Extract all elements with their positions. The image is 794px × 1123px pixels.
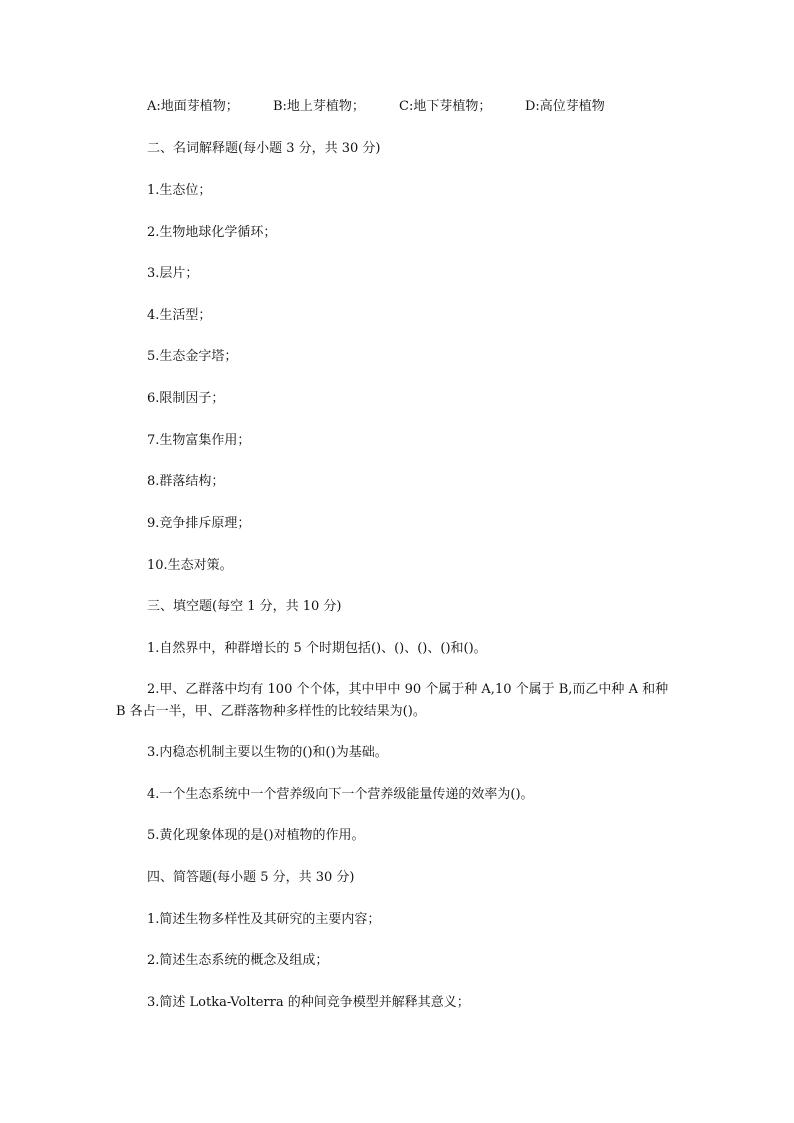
section-heading-fill-blank: 三、填空题(每空 1 分，共 10 分) [147, 599, 342, 614]
definition-item: 5.生态金字塔； [147, 349, 238, 364]
short-answer-item: 3.简述 Lotka-Volterra 的种间竞争模型并解释其意义； [147, 995, 470, 1010]
definition-item: 4.生活型； [147, 308, 212, 323]
option-a: A:地面芽植物； [147, 99, 239, 114]
fill-blank-item: 4.一个生态系统中一个营养级向下一个营养级能量传递的效率为()。 [147, 787, 534, 802]
short-answer-item: 2.简述生态系统的概念及组成； [147, 953, 329, 968]
section-heading-short-answer: 四、简答题(每小题 5 分，共 30 分) [147, 870, 355, 885]
definition-item: 10.生态对策。 [147, 558, 233, 573]
option-d: D:高位芽植物 [525, 99, 605, 114]
definition-item: 8.群落结构； [147, 474, 225, 489]
fill-blank-item: 5.黄化现象体现的是()对植物的作用。 [147, 828, 365, 843]
definition-item: 3.层片； [147, 266, 199, 281]
fill-blank-item: 2.甲、乙群落中均有 100 个个体，其中甲中 90 个属于种 A,10 个属于 B,而乙中种 A 和种 B 各占一半，甲、乙群落物种多样性的比较结果为()。 [116, 682, 669, 719]
definition-item: 1.生态位； [147, 183, 212, 198]
answer-options-row [147, 99, 627, 115]
fill-blank-item: 3.内稳态机制主要以生物的()和()为基础。 [147, 745, 388, 760]
option-b: B:地上芽植物； [273, 99, 365, 114]
definition-item: 7.生物富集作用； [147, 433, 251, 448]
short-answer-item: 1.简述生物多样性及其研究的主要内容； [147, 912, 381, 927]
definition-item: 6.限制因子； [147, 391, 225, 406]
section-heading-definitions: 二、名词解释题(每小题 3 分，共 30 分) [147, 141, 381, 156]
definition-item: 2.生物地球化学循环； [147, 225, 277, 240]
option-c: C:地下芽植物； [399, 99, 492, 114]
definition-item: 9.竞争排斥原理； [147, 516, 251, 531]
fill-blank-item: 1.自然界中，种群增长的 5 个时期包括()、()、()、()和()。 [147, 641, 487, 656]
